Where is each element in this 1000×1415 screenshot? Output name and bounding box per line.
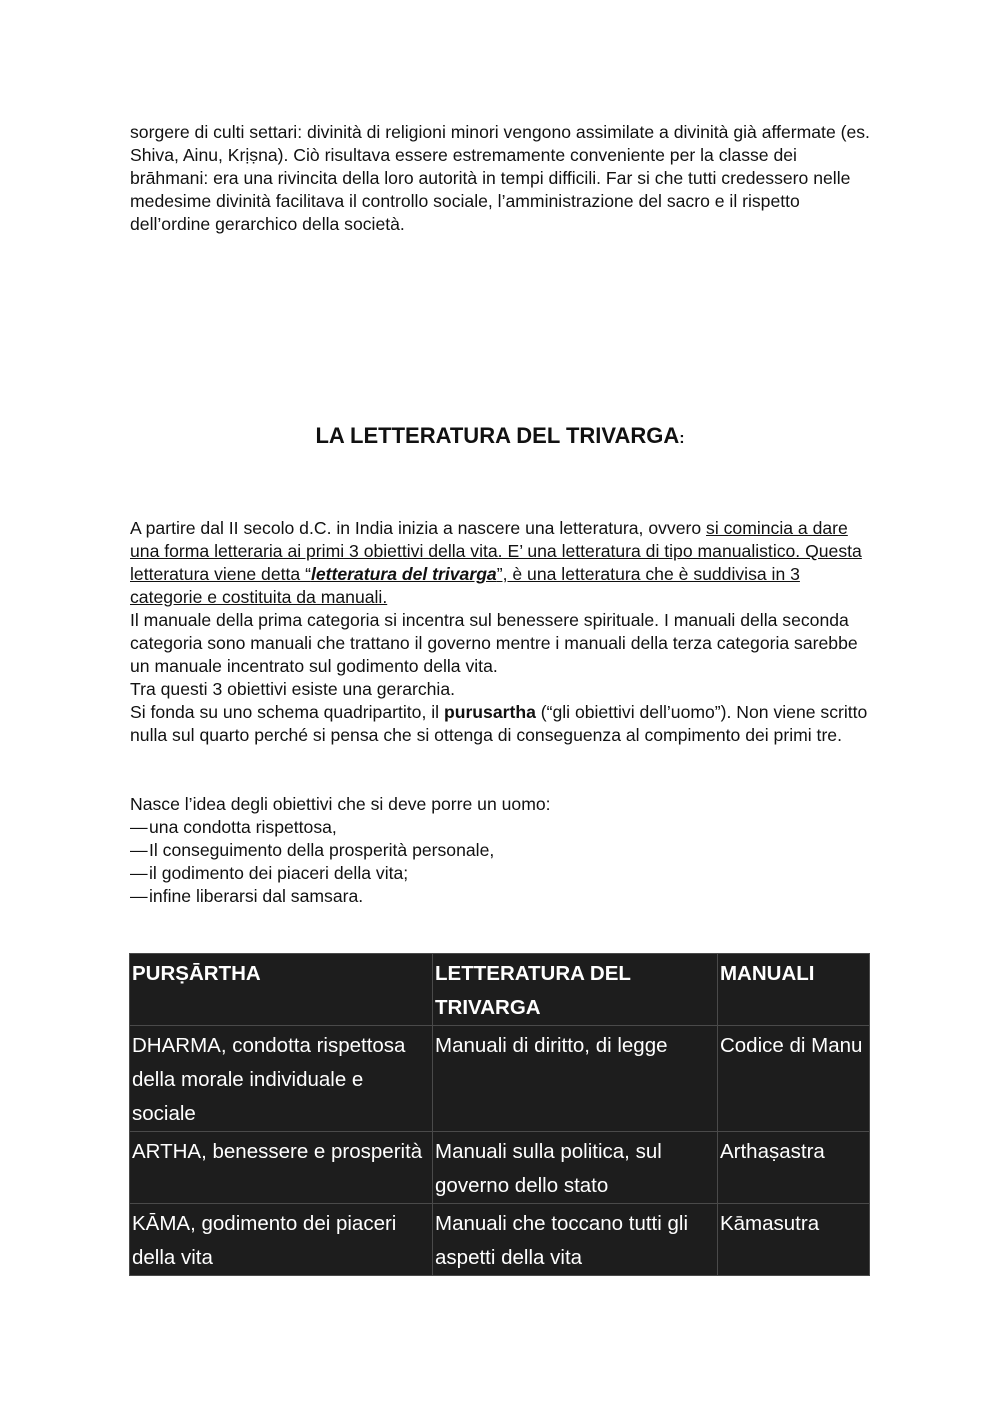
table-cell: Kāmasutra xyxy=(717,1204,869,1276)
table-cell: KĀMA, godimento dei piaceri della vita xyxy=(130,1204,433,1276)
table-row xyxy=(130,1026,870,1132)
list-item xyxy=(130,862,872,885)
goals-intro: Nasce l’idea degli obiettivi che si deve porre un uomo: xyxy=(130,794,551,814)
dash-mark: — xyxy=(130,817,148,837)
main-text xyxy=(130,517,872,747)
list-item-text: Il conseguimento della prosperità personale, xyxy=(149,840,495,860)
header-cell: PURṢĀRTHA xyxy=(130,954,433,1026)
section-title-text: LA LETTERATURA DEL TRIVARGA xyxy=(315,423,680,448)
table-cell: DHARMA, condotta rispettosa della morale individuale e sociale xyxy=(130,1026,433,1132)
section-title-colon: : xyxy=(679,430,685,447)
dash-mark: — xyxy=(130,863,148,883)
p1-underlined-a: si comincia a dare una forma letteraria ai primi 3 obiettivi della vita. E’ una letteratura di tipo manualistico. Questa letteratura viene detta “ xyxy=(130,518,862,584)
p1-start: A partire dal II secolo d.C. in India inizia a nascere una letteratura, ovvero xyxy=(130,518,707,538)
p3: Tra questi 3 obiettivi esiste una gerarchia. xyxy=(130,679,456,699)
list-item xyxy=(130,816,872,839)
header-cell: LETTERATURA DEL TRIVARGA xyxy=(433,954,718,1026)
table-row xyxy=(130,1204,870,1276)
dash-mark: — xyxy=(130,840,148,860)
header-cell: MANUALI xyxy=(717,954,869,1026)
table-cell: Manuali sulla politica, sul governo dello stato xyxy=(433,1132,718,1204)
goals-block xyxy=(130,793,872,908)
table-cell: Manuali di diritto, di legge xyxy=(433,1026,718,1132)
list-item-text: infine liberarsi dal samsara. xyxy=(149,886,364,906)
table-cell: Codice di Manu xyxy=(717,1026,869,1132)
p4-start: Si fonda su uno schema quadripartito, il xyxy=(130,702,444,722)
list-item-text: il godimento dei piaceri della vita; xyxy=(149,863,409,883)
intro-paragraph: sorgere di culti settari: divinità di religioni minori vengono assimilate a divinità già affermate (es. Shiva, Ainu, Krịṣna). Ciò risultava essere estremamente conveniente per la classe dei brāhmani: era una rivincita della loro autorità in tempi difficili. Far si che tutti credessero nelle medesime divinità facilitava il controllo sociale, l’amministrazione del sacro e il rispetto dell’ordine gerarchico della società. xyxy=(130,122,870,234)
trivarga-table xyxy=(129,953,870,1276)
p2: Il manuale della prima categoria si incentra sul benessere spirituale. I manuali della seconda categoria sono manuali che trattano il governo mentre i manuali della terza categoria sarebbe un manuale incentrato sul godimento della vita. xyxy=(130,610,858,676)
table-header-row xyxy=(130,954,870,1026)
p1-term: letteratura del trivarga xyxy=(310,564,497,584)
dash-mark: — xyxy=(130,886,148,906)
p1-underlined-b: ”, è una letteratura che è suddivisa in 3 categorie e costituita da manuali. xyxy=(130,564,800,607)
section-title xyxy=(0,422,1000,453)
list-item-text: una condotta rispettosa, xyxy=(149,817,337,837)
list-item xyxy=(130,839,872,862)
table-cell: Arthaṣastra xyxy=(717,1132,869,1204)
table-cell: Manuali che toccano tutti gli aspetti della vita xyxy=(433,1204,718,1276)
table-cell: ARTHA, benessere e prosperità xyxy=(130,1132,433,1204)
table-row xyxy=(130,1132,870,1204)
p4-end: (“gli obiettivi dell’uomo”). Non viene scritto nulla sul quarto perché si pensa che si ottenga di conseguenza al compimento dei primi tre. xyxy=(130,702,868,745)
p4-term: purusartha xyxy=(443,702,536,722)
list-item xyxy=(130,885,872,908)
